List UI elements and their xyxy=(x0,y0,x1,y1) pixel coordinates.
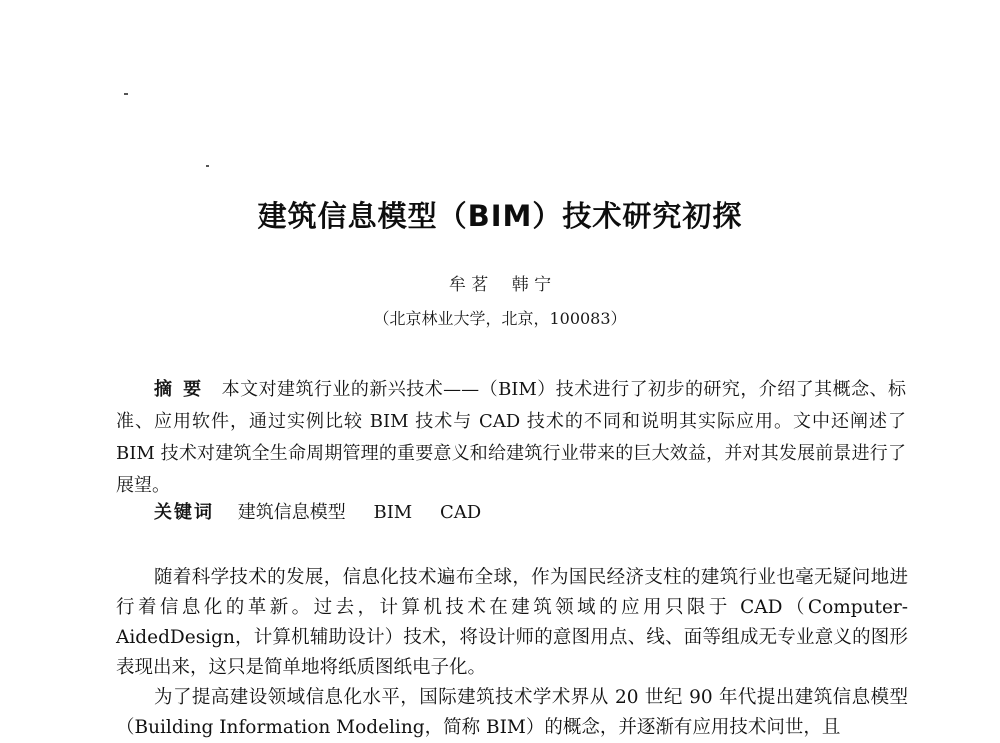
abstract-text: 本文对建筑行业的新兴技术——（BIM）技术进行了初步的研究，介绍了其概念、标准、应用软件，通过实例比较 BIM 技术与 CAD 技术的不同和说明其实际应用。文中还阐述了 BIM 技术对建筑全生命周期管理的重要意义和给建筑行业带来的巨大效益，并对其发展前景进行了展望。 xyxy=(116,379,906,496)
keyword-item: BIM xyxy=(373,502,413,523)
body-paragraph: 为了提高建设领域信息化水平，国际建筑技术学术界从 20 世纪 90 年代提出建筑信息模型（Building Information Modeling，简称 BIM）的概念，并逐渐有应用技术问世，且 xyxy=(116,687,908,738)
author-affiliation: （北京林业大学，北京，100083） xyxy=(373,309,627,328)
scan-speck xyxy=(206,165,209,167)
paper-title: 建筑信息模型（BIM）技术研究初探 xyxy=(257,199,743,233)
body-paragraph: 随着科学技术的发展，信息化技术遍布全球，作为国民经济支柱的建筑行业也毫无疑问地进行着信息化的革新。过去，计算机技术在建筑领域的应用只限于 CAD（Computer-AidedDesign，计算机辅助设计）技术，将设计师的意图用点、线、面等组成无专业意义的图形表现出来，这只是简单地将纸质图纸电子化。 xyxy=(116,567,908,678)
abstract-block xyxy=(116,374,906,502)
author-name: 韩 宁 xyxy=(511,275,552,295)
author-name: 牟 茗 xyxy=(448,275,489,295)
scan-speck xyxy=(124,93,128,95)
keywords-block xyxy=(154,498,914,528)
abstract-label: 摘 要 xyxy=(154,379,204,400)
keywords-label: 关键词 xyxy=(154,502,214,523)
keyword-item: 建筑信息模型 xyxy=(237,502,346,523)
author-list xyxy=(0,273,1000,297)
keyword-item: CAD xyxy=(439,502,482,523)
body-text xyxy=(116,563,908,743)
